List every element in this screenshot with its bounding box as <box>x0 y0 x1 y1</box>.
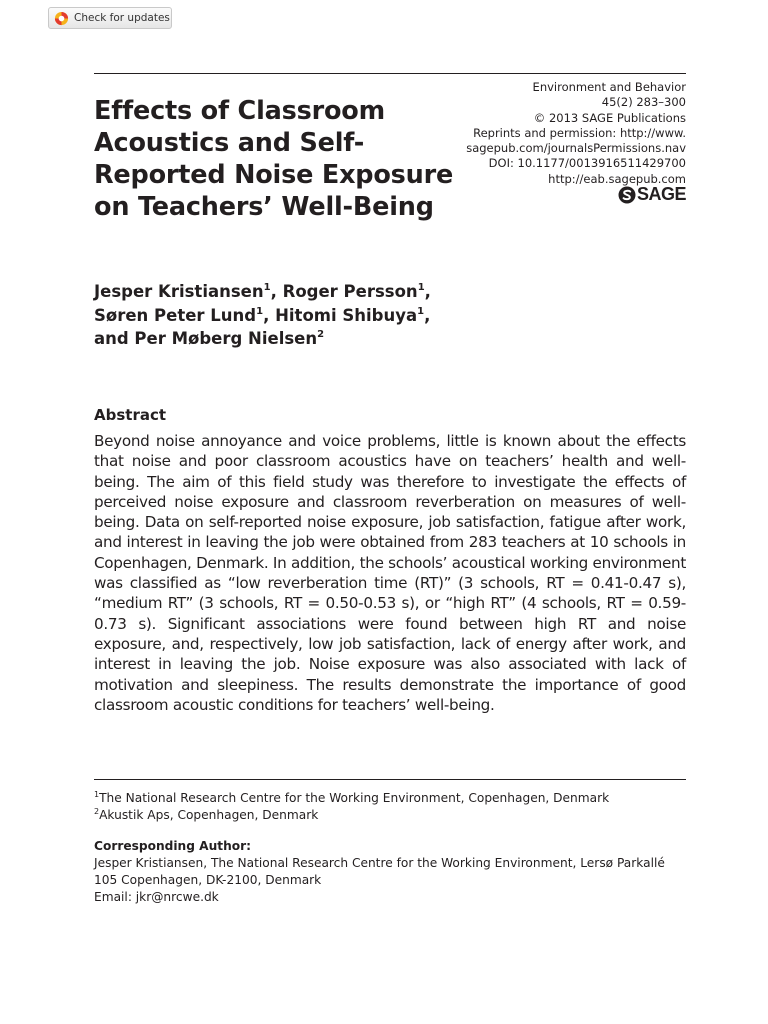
corresponding-email[interactable]: Email: jkr@nrcwe.dk <box>94 890 219 904</box>
corresponding-line-1: Jesper Kristiansen, The National Research Centre for the Working Environment, Lersø Parkallé <box>94 856 665 870</box>
affiliations <box>94 790 694 824</box>
author-name: Søren Peter Lund <box>94 305 257 325</box>
journal-volume: 45(2) 283–300 <box>601 95 686 110</box>
footnote-rule <box>94 779 686 780</box>
sage-s-icon <box>618 186 636 204</box>
author-affiliation-mark: 1 <box>263 282 271 293</box>
check-for-updates-button[interactable] <box>48 7 172 29</box>
author-name: and Per Møberg Nielsen <box>94 329 318 348</box>
corresponding-author <box>94 838 714 906</box>
author-affiliation-mark: 1 <box>256 305 264 317</box>
sage-logo-text: SAGE <box>636 184 686 204</box>
reprints-line-1[interactable]: Reprints and permission: http://www. <box>473 125 686 140</box>
check-for-updates-label: Check for updates <box>74 12 170 24</box>
author-affiliation-mark: 2 <box>317 329 325 340</box>
affiliation-item: $^2$Akustik Aps, Copenhagen, Denmark <box>94 807 319 822</box>
doi[interactable]: DOI: 10.1177/0013916511429700 <box>488 156 686 171</box>
author-name: Jesper Kristiansen <box>94 282 264 301</box>
check-updates-icon <box>54 11 69 26</box>
author-name: Hitomi Shibuya <box>275 305 418 325</box>
sage-logo <box>618 184 686 205</box>
corresponding-heading: Corresponding Author: <box>94 839 252 853</box>
author-list: Jesper Kristiansen$^1$, Roger Persson$^1$, Søren Peter Lund$^1$, Hitomi Shibuya$^1$, and Per Møberg Nielsen$^2$ <box>94 282 431 348</box>
journal-url[interactable]: http://eab.sagepub.com <box>548 171 686 186</box>
article-title: Effects of Classroom Acoustics and Self-Reported Noise Exposure on Teachers’ Well-Being <box>94 96 454 222</box>
affiliation-item: $^1$The National Research Centre for the Working Environment, Copenhagen, Denmark <box>94 790 610 805</box>
abstract-heading: Abstract <box>94 406 167 424</box>
corresponding-line-2: 105 Copenhagen, DK-2100, Denmark <box>94 873 322 887</box>
abstract-text: Beyond noise annoyance and voice problems, little is known about the effects that noise and poor classroom acoustics have on teachers’ health and well-being. The aim of this field study was therefore to investigate the effects of perceived noise exposure and classroom reverberation on measures of well-being. Data on self-reported noise exposure, job satisfaction, fatigue after work, and interest in leaving the job were obtained from 283 teachers at 10 schools in Copenhagen, Denmark. In addition, the schools’ acoustical working environment was classified as “low reverberation time (RT)” (3 schools, RT = 0.41-0.47 s), “medium RT” (3 schools, RT = 0.50-0.53 s), or “high RT” (4 schools, RT = 0.59-0.73 s). Significant associations were found between high RT and noise exposure, and, respectively, low job satisfaction, lack of energy after work, and interest in leaving the job. Noise exposure was also associated with lack of motivation and sleepiness. The results demonstrate the importance of good classroom acoustic conditions for teachers’ well-being. <box>94 432 686 714</box>
author-affiliation-mark: 1 <box>417 305 425 317</box>
reprints-line-2[interactable]: sagepub.com/journalsPermissions.nav <box>466 141 686 156</box>
author-affiliation-mark: 1 <box>417 282 425 293</box>
top-rule <box>94 73 686 74</box>
journal-name: Environment and Behavior <box>532 80 686 94</box>
publication-info <box>446 80 686 187</box>
copyright: © 2013 SAGE Publications <box>533 110 686 125</box>
author-name: Roger Persson <box>282 282 418 301</box>
